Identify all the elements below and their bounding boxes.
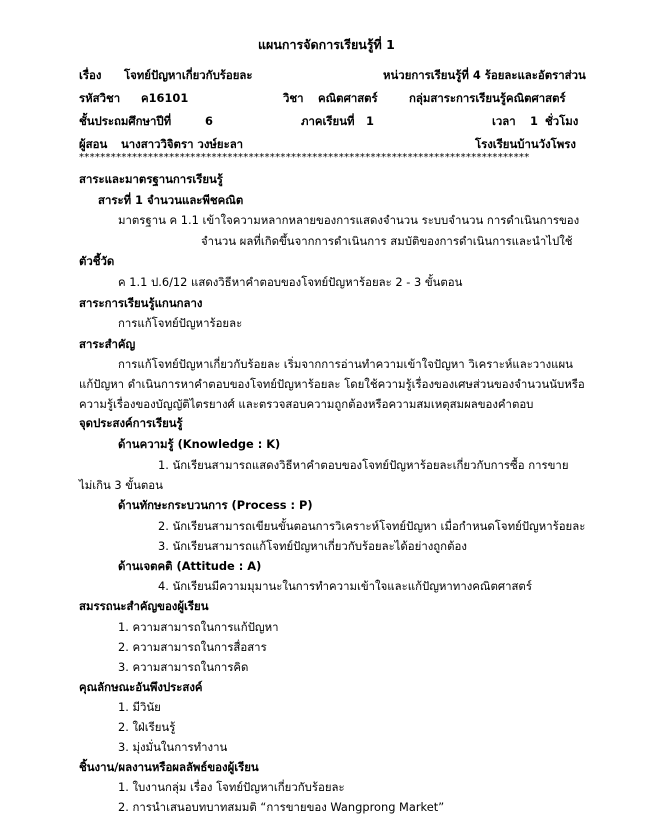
code-label: รหัสวิชา <box>79 91 121 105</box>
time-label: เวลา <box>492 114 516 128</box>
teacher-label: ผู้สอน <box>79 137 108 151</box>
objective-k1-line-2: ไม่เกิน 3 ขั้นตอน <box>79 478 163 492</box>
time-value: 1 <box>530 114 538 128</box>
divider-stars: ************************************************************************************* <box>79 152 530 163</box>
time-unit: ชั่วโมง <box>545 114 579 128</box>
core-content-heading: สาระการเรียนรู้แกนกลาง <box>79 296 203 310</box>
standards-heading: สาระและมาตรฐานการเรียนรู้ <box>79 172 223 186</box>
school-name: โรงเรียนบ้านวังโพรง <box>475 137 576 151</box>
attitude-heading: ด้านเจตคติ (Attitude : A) <box>118 559 262 573</box>
subject-value: คณิตศาสตร์ <box>318 91 378 105</box>
subject-label: วิชา <box>283 91 304 105</box>
work-item: 1. ใบงานกลุ่ม เรื่อง โจทย์ปัญหาเกี่ยวกับร้อยละ <box>118 780 345 794</box>
characteristics-heading: คุณลักษณะอันพึงประสงค์ <box>79 680 203 694</box>
objectives-heading: จุดประสงค์การเรียนรู้ <box>79 416 183 430</box>
teacher-name: นางสาววิจิตรา วงษ์ยะลา <box>121 137 244 151</box>
work-heading: ชิ้นงาน/ผลงานหรือผลลัพธ์ของผู้เรียน <box>79 760 259 774</box>
indicator-item: ค 1.1 ป.6/12 แสดงวิธีหาคำตอบของโจทย์ปัญหาร้อยละ 2 - 3 ขั้นตอน <box>118 275 463 289</box>
process-heading: ด้านทักษะกระบวนการ (Process : P) <box>118 498 313 512</box>
strand-heading: สาระที่ 1 จำนวนและพีชคณิต <box>98 193 244 207</box>
characteristic-item: 3. มุ่งมั่นในการทำงาน <box>118 740 228 754</box>
key-concept-heading: สาระสำคัญ <box>79 337 136 351</box>
unit-value: หน่วยการเรียนรู้ที่ 4 ร้อยละและอัตราส่วน <box>383 68 586 82</box>
topic-value: โจทย์ปัญหาเกี่ยวกับร้อยละ <box>124 68 253 82</box>
core-content-item: การแก้โจทย์ปัญหาร้อยละ <box>118 316 243 330</box>
code-value: ค16101 <box>141 91 189 105</box>
indicators-heading: ตัวชี้วัด <box>79 254 115 268</box>
grade-label: ชั้นประถมศึกษาปีที่ <box>79 114 172 128</box>
topic-label: เรื่อง <box>79 68 102 82</box>
term-value: 1 <box>366 114 374 128</box>
knowledge-heading: ด้านความรู้ (Knowledge : K) <box>118 437 281 451</box>
characteristic-item: 2. ใฝ่เรียนรู้ <box>118 720 176 734</box>
competency-item: 1. ความสามารถในการแก้ปัญหา <box>118 620 279 634</box>
competencies-heading: สมรรถนะสำคัญของผู้เรียน <box>79 599 209 613</box>
work-item: 2. การนำเสนอบทบาทสมมติ “การขายของ Wangprong Market” <box>118 800 445 814</box>
objective-a4: 4. นักเรียนมีความมุมานะในการทำความเข้าใจและแก้ปัญหาทางคณิตศาสตร์ <box>158 579 532 593</box>
learning-group: กลุ่มสาระการเรียนรู้คณิตศาสตร์ <box>409 91 566 105</box>
term-label: ภาคเรียนที่ <box>301 114 355 128</box>
key-concept-line-1: การแก้โจทย์ปัญหาเกี่ยวกับร้อยละ เริ่มจากการอ่านทำความเข้าใจปัญหา วิเคราะห์และวางแผน <box>118 357 573 371</box>
key-concept-line-2: แก้ปัญหา ดำเนินการหาคำตอบของโจทย์ปัญหาร้อยละ โดยใช้ความรู้เรื่องของเศษส่วนของจำนวนนับหรือ <box>79 377 585 391</box>
objective-p3: 3. นักเรียนสามารถแก้โจทย์ปัญหาเกี่ยวกับร้อยละได้อย่างถูกต้อง <box>158 539 467 553</box>
characteristic-item: 1. มีวินัย <box>118 700 161 714</box>
objective-k1-line-1: 1. นักเรียนสามารถแสดงวิธีหาคำตอบของโจทย์ปัญหาร้อยละเกี่ยวกับการซื้อ การขาย <box>158 458 569 472</box>
standard-line-2: จำนวน ผลที่เกิดขึ้นจากการดำเนินการ สมบัติของการดำเนินการและนำไปใช้ <box>201 234 573 248</box>
competency-item: 2. ความสามารถในการสื่อสาร <box>118 640 267 654</box>
competency-item: 3. ความสามารถในการคิด <box>118 660 249 674</box>
objective-p2: 2. นักเรียนสามารถเขียนขั้นตอนการวิเคราะห์โจทย์ปัญหา เมื่อกำหนดโจทย์ปัญหาร้อยละ <box>158 519 586 533</box>
standard-line-1: มาตรฐาน ค 1.1 เข้าใจความหลากหลายของการแสดงจำนวน ระบบจำนวน การดำเนินการของ <box>118 213 580 227</box>
doc-title: แผนการจัดการเรียนรู้ที่ 1 <box>258 37 395 52</box>
grade-value: 6 <box>205 114 213 128</box>
key-concept-line-3: ความรู้เรื่องของบัญญัติไตรยางศ์ และตรวจสอบความถูกต้องหรือความสมเหตุสมผลของคำตอบ <box>79 397 534 411</box>
